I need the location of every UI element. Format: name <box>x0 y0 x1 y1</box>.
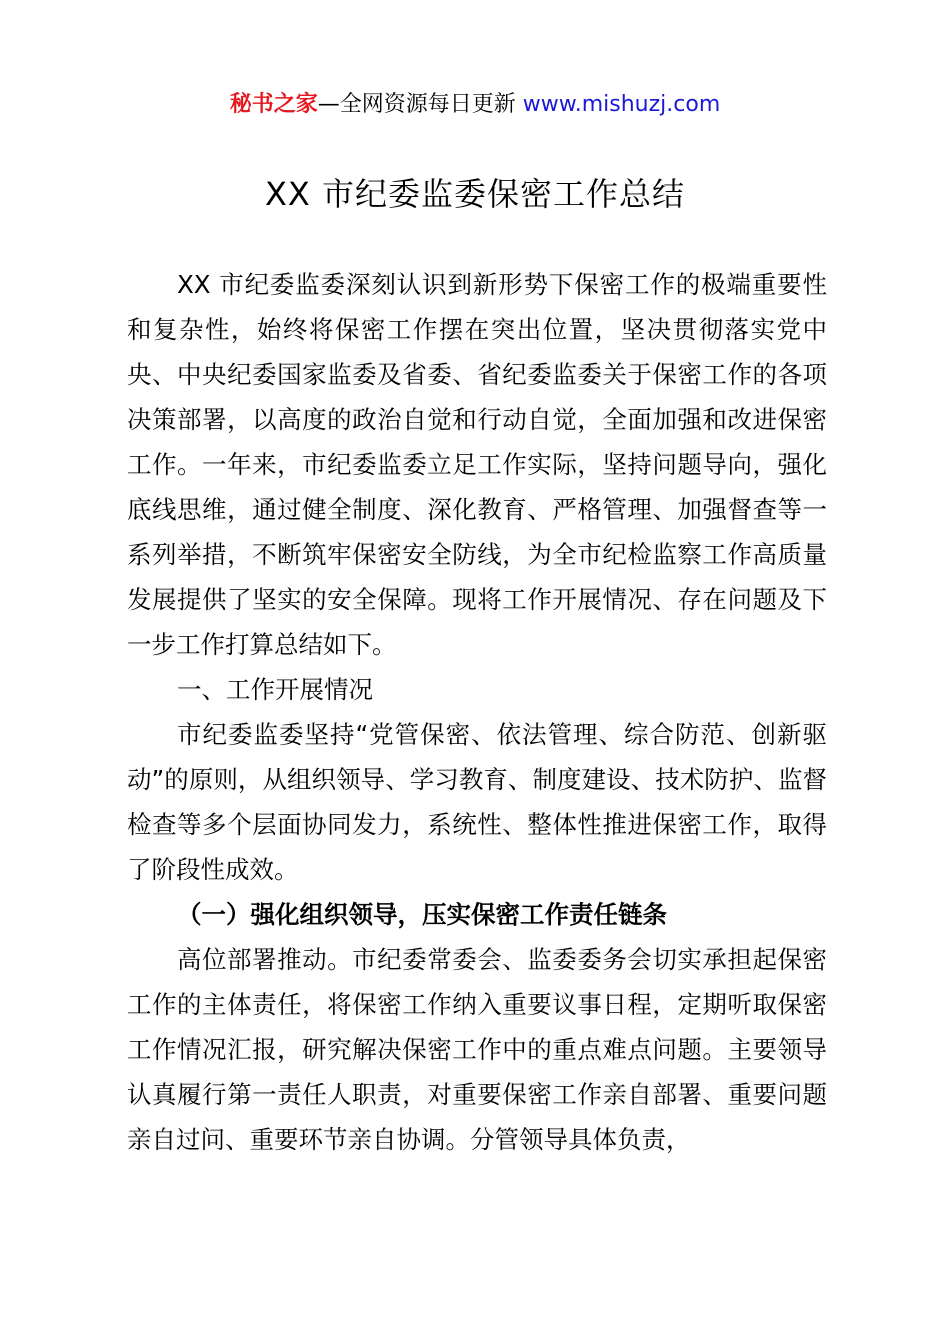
subsection-heading: （一）强化组织领导，压实保密工作责任链条 <box>177 900 667 929</box>
intro-paragraph: XX 市纪委监委深刻认识到新形势下保密工作的极端重要性和复杂性，始终将保密工作摆在突出位置，坚决贯彻落实党中央、中央纪委国家监委及省委、省纪委监委关于保密工作的各项决策部署，以高度的政治自觉和行动自觉，全面加强和改进保密工作。一年来，市纪委监委立足工作实际，坚持问题导向，强化底线思维，通过健全制度、深化教育、严格管理、加强督查等一系列举措，不断筑牢保密安全防线，为全市纪检监察工作高质量发展提供了坚实的安全保障。现将工作开展情况、存在问题及下一步工作打算总结如下。 <box>127 270 827 659</box>
section-heading: 一、工作开展情况 <box>177 675 373 704</box>
site-url-link[interactable]: www.mishuzj.com <box>522 92 721 117</box>
document-body <box>127 262 827 1162</box>
section-paragraph: 市纪委监委坚持“党管保密、依法管理、综合防范、创新驱动”的原则，从组织领导、学习教育、制度建设、技术防护、监督检查等多个层面协同发力，系统性、整体性推进保密工作，取得了阶段性成效。 <box>127 720 827 884</box>
header-tagline: —全网资源每日更新 <box>317 92 523 117</box>
site-header <box>0 88 950 122</box>
document-title: XX 市纪委监委保密工作总结 <box>264 175 686 213</box>
brand-name: 秘书之家 <box>229 92 318 117</box>
subsection-paragraph: 高位部署推动。市纪委常委会、监委委务会切实承担起保密工作的主体责任，将保密工作纳入重要议事日程，定期听取保密工作情况汇报，研究解决保密工作中的重点难点问题。主要领导认真履行第一责任人职责，对重要保密工作亲自部署、重要问题亲自过问、重要环节亲自协调。分管领导具体负责， <box>127 945 827 1154</box>
